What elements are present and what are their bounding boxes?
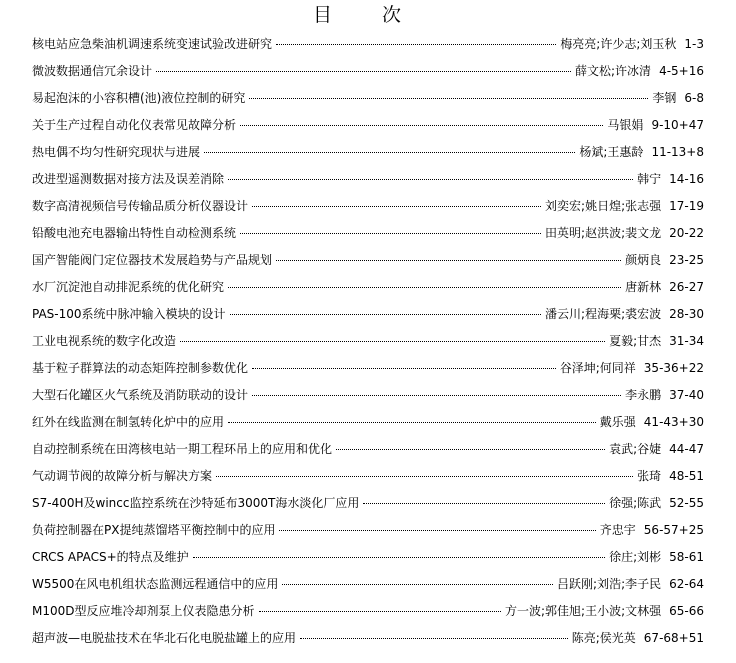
entry-pages: 1-3 bbox=[684, 37, 704, 51]
entry-pages: 56-57+25 bbox=[643, 523, 704, 537]
dot-leader bbox=[252, 362, 556, 369]
entry-title: S7-400H及wincc监控系统在沙特延布3000T海水淡化厂应用 bbox=[32, 496, 360, 510]
dot-leader bbox=[279, 524, 595, 531]
entry-pages: 35-36+22 bbox=[643, 361, 704, 375]
entry-pages: 4-5+16 bbox=[659, 64, 704, 78]
entry-authors: 韩宁 bbox=[637, 172, 662, 186]
entry-authors: 谷泽坤;何同祥 bbox=[559, 361, 636, 375]
dot-leader bbox=[300, 632, 568, 639]
entry-title: 红外在线监测在制氢转化炉中的应用 bbox=[32, 415, 225, 429]
entry-title: 核电站应急柴油机调速系统变速试验改进研究 bbox=[32, 37, 273, 51]
dot-leader bbox=[240, 119, 603, 126]
dot-leader bbox=[336, 443, 605, 450]
dot-leader bbox=[228, 173, 633, 180]
entry-authors: 薛文松;许冰清 bbox=[575, 64, 652, 78]
dot-leader bbox=[228, 281, 621, 288]
toc-entry bbox=[32, 170, 704, 197]
toc-entry bbox=[32, 602, 704, 629]
dot-leader bbox=[276, 254, 621, 261]
dot-leader bbox=[230, 308, 542, 315]
dot-leader bbox=[282, 578, 553, 585]
toc-entry bbox=[32, 413, 704, 440]
entry-authors: 陈亮;侯光英 bbox=[571, 631, 636, 645]
entry-authors: 徐庄;刘彬 bbox=[609, 550, 662, 564]
entry-title: M100D型反应堆冷却剂泵上仪表隐患分析 bbox=[32, 604, 255, 618]
entry-authors: 夏毅;甘杰 bbox=[609, 334, 662, 348]
entry-authors: 杨斌;王惠龄 bbox=[579, 145, 644, 159]
entry-title: 工业电视系统的数字化改造 bbox=[32, 334, 177, 348]
toc-entry bbox=[32, 521, 704, 548]
dot-leader bbox=[204, 146, 575, 153]
dot-leader bbox=[193, 551, 605, 558]
entry-title: 国产智能阀门定位器技术发展趋势与产品规划 bbox=[32, 253, 273, 267]
entry-title: W5500在风电机组状态监测远程通信中的应用 bbox=[32, 577, 279, 591]
entry-authors: 刘奕宏;姚日煌;张志强 bbox=[545, 199, 662, 213]
entry-pages: 26-27 bbox=[669, 280, 704, 294]
entry-pages: 11-13+8 bbox=[651, 145, 704, 159]
toc-entry bbox=[32, 629, 704, 656]
toc-entry bbox=[32, 224, 704, 251]
entry-authors: 潘云川;程海栗;裘宏波 bbox=[545, 307, 662, 321]
entry-pages: 28-30 bbox=[669, 307, 704, 321]
entry-pages: 20-22 bbox=[669, 226, 704, 240]
entry-pages: 31-34 bbox=[669, 334, 704, 348]
entry-title: 负荷控制器在PX提纯蒸馏塔平衡控制中的应用 bbox=[32, 523, 276, 537]
dot-leader bbox=[276, 38, 556, 45]
entry-title: 自动控制系统在田湾核电站一期工程环吊上的应用和优化 bbox=[32, 442, 333, 456]
entry-pages: 67-68+51 bbox=[643, 631, 704, 645]
toc-list bbox=[32, 35, 704, 656]
entry-title: 微波数据通信冗余设计 bbox=[32, 64, 153, 78]
entry-title: 大型石化罐区火气系统及消防联动的设计 bbox=[32, 388, 249, 402]
entry-title: 水厂沉淀池自动排泥系统的优化研究 bbox=[32, 280, 225, 294]
entry-title: CRCS APACS+的特点及维护 bbox=[32, 550, 189, 564]
entry-pages: 41-43+30 bbox=[643, 415, 704, 429]
dot-leader bbox=[259, 605, 501, 612]
entry-pages: 52-55 bbox=[669, 496, 704, 510]
dot-leader bbox=[156, 65, 571, 72]
dot-leader bbox=[228, 416, 596, 423]
toc-entry bbox=[32, 440, 704, 467]
entry-title: 超声波—电脱盐技术在华北石化电脱盐罐上的应用 bbox=[32, 631, 297, 645]
toc-entry bbox=[32, 278, 704, 305]
entry-title: 易起泡沫的小容积槽(池)液位控制的研究 bbox=[32, 91, 246, 105]
entry-authors: 马银娟 bbox=[607, 118, 644, 132]
toc-entry bbox=[32, 359, 704, 386]
entry-authors: 李钢 bbox=[652, 91, 677, 105]
toc-entry bbox=[32, 197, 704, 224]
entry-title: 改进型遥测数据对接方法及误差消除 bbox=[32, 172, 225, 186]
toc-entry bbox=[32, 35, 704, 62]
entry-authors: 唐新林 bbox=[625, 280, 662, 294]
dot-leader bbox=[240, 227, 541, 234]
entry-pages: 62-64 bbox=[669, 577, 704, 591]
toc-entry bbox=[32, 575, 704, 602]
entry-authors: 张琦 bbox=[637, 469, 662, 483]
entry-pages: 23-25 bbox=[669, 253, 704, 267]
entry-pages: 44-47 bbox=[669, 442, 704, 456]
entry-pages: 14-16 bbox=[669, 172, 704, 186]
toc-entry bbox=[32, 143, 704, 170]
entry-title: 数字高清视频信号传输品质分析仪器设计 bbox=[32, 199, 249, 213]
entry-title: 基于粒子群算法的动态矩阵控制参数优化 bbox=[32, 361, 249, 375]
dot-leader bbox=[252, 200, 541, 207]
dot-leader bbox=[216, 470, 633, 477]
entry-pages: 48-51 bbox=[669, 469, 704, 483]
toc-entry bbox=[32, 305, 704, 332]
page-title: 目 次 bbox=[312, 4, 424, 26]
toc-entry bbox=[32, 89, 704, 116]
entry-authors: 吕跃刚;刘浩;李子民 bbox=[557, 577, 662, 591]
dot-leader bbox=[363, 497, 605, 504]
entry-pages: 6-8 bbox=[684, 91, 704, 105]
dot-leader bbox=[252, 389, 621, 396]
toc-entry bbox=[32, 494, 704, 521]
toc-entry bbox=[32, 62, 704, 89]
entry-authors: 李永鹏 bbox=[625, 388, 662, 402]
entry-authors: 袁武;谷婕 bbox=[609, 442, 662, 456]
entry-authors: 颜炳良 bbox=[625, 253, 662, 267]
toc-entry bbox=[32, 467, 704, 494]
toc-entry bbox=[32, 332, 704, 359]
entry-pages: 58-61 bbox=[669, 550, 704, 564]
entry-authors: 田英明;赵洪波;裴文龙 bbox=[545, 226, 662, 240]
entry-pages: 37-40 bbox=[669, 388, 704, 402]
entry-title: PAS-100系统中脉冲输入模块的设计 bbox=[32, 307, 226, 321]
entry-authors: 齐忠宇 bbox=[599, 523, 636, 537]
toc-entry bbox=[32, 116, 704, 143]
dot-leader bbox=[249, 92, 648, 99]
entry-authors: 方一波;郭佳旭;王小波;文林强 bbox=[504, 604, 662, 618]
entry-pages: 17-19 bbox=[669, 199, 704, 213]
entry-pages: 65-66 bbox=[669, 604, 704, 618]
entry-pages: 9-10+47 bbox=[651, 118, 704, 132]
entry-authors: 徐强;陈武 bbox=[609, 496, 662, 510]
entry-title: 气动调节阀的故障分析与解决方案 bbox=[32, 469, 213, 483]
toc-entry bbox=[32, 386, 704, 413]
toc-entry bbox=[32, 251, 704, 278]
entry-title: 铅酸电池充电器输出特性自动检测系统 bbox=[32, 226, 237, 240]
dot-leader bbox=[180, 335, 605, 342]
entry-title: 关于生产过程自动化仪表常见故障分析 bbox=[32, 118, 237, 132]
entry-title: 热电偶不均匀性研究现状与进展 bbox=[32, 145, 201, 159]
toc-entry bbox=[32, 548, 704, 575]
entry-authors: 戴乐强 bbox=[599, 415, 636, 429]
entry-authors: 梅亮亮;许少志;刘玉秋 bbox=[560, 37, 677, 51]
